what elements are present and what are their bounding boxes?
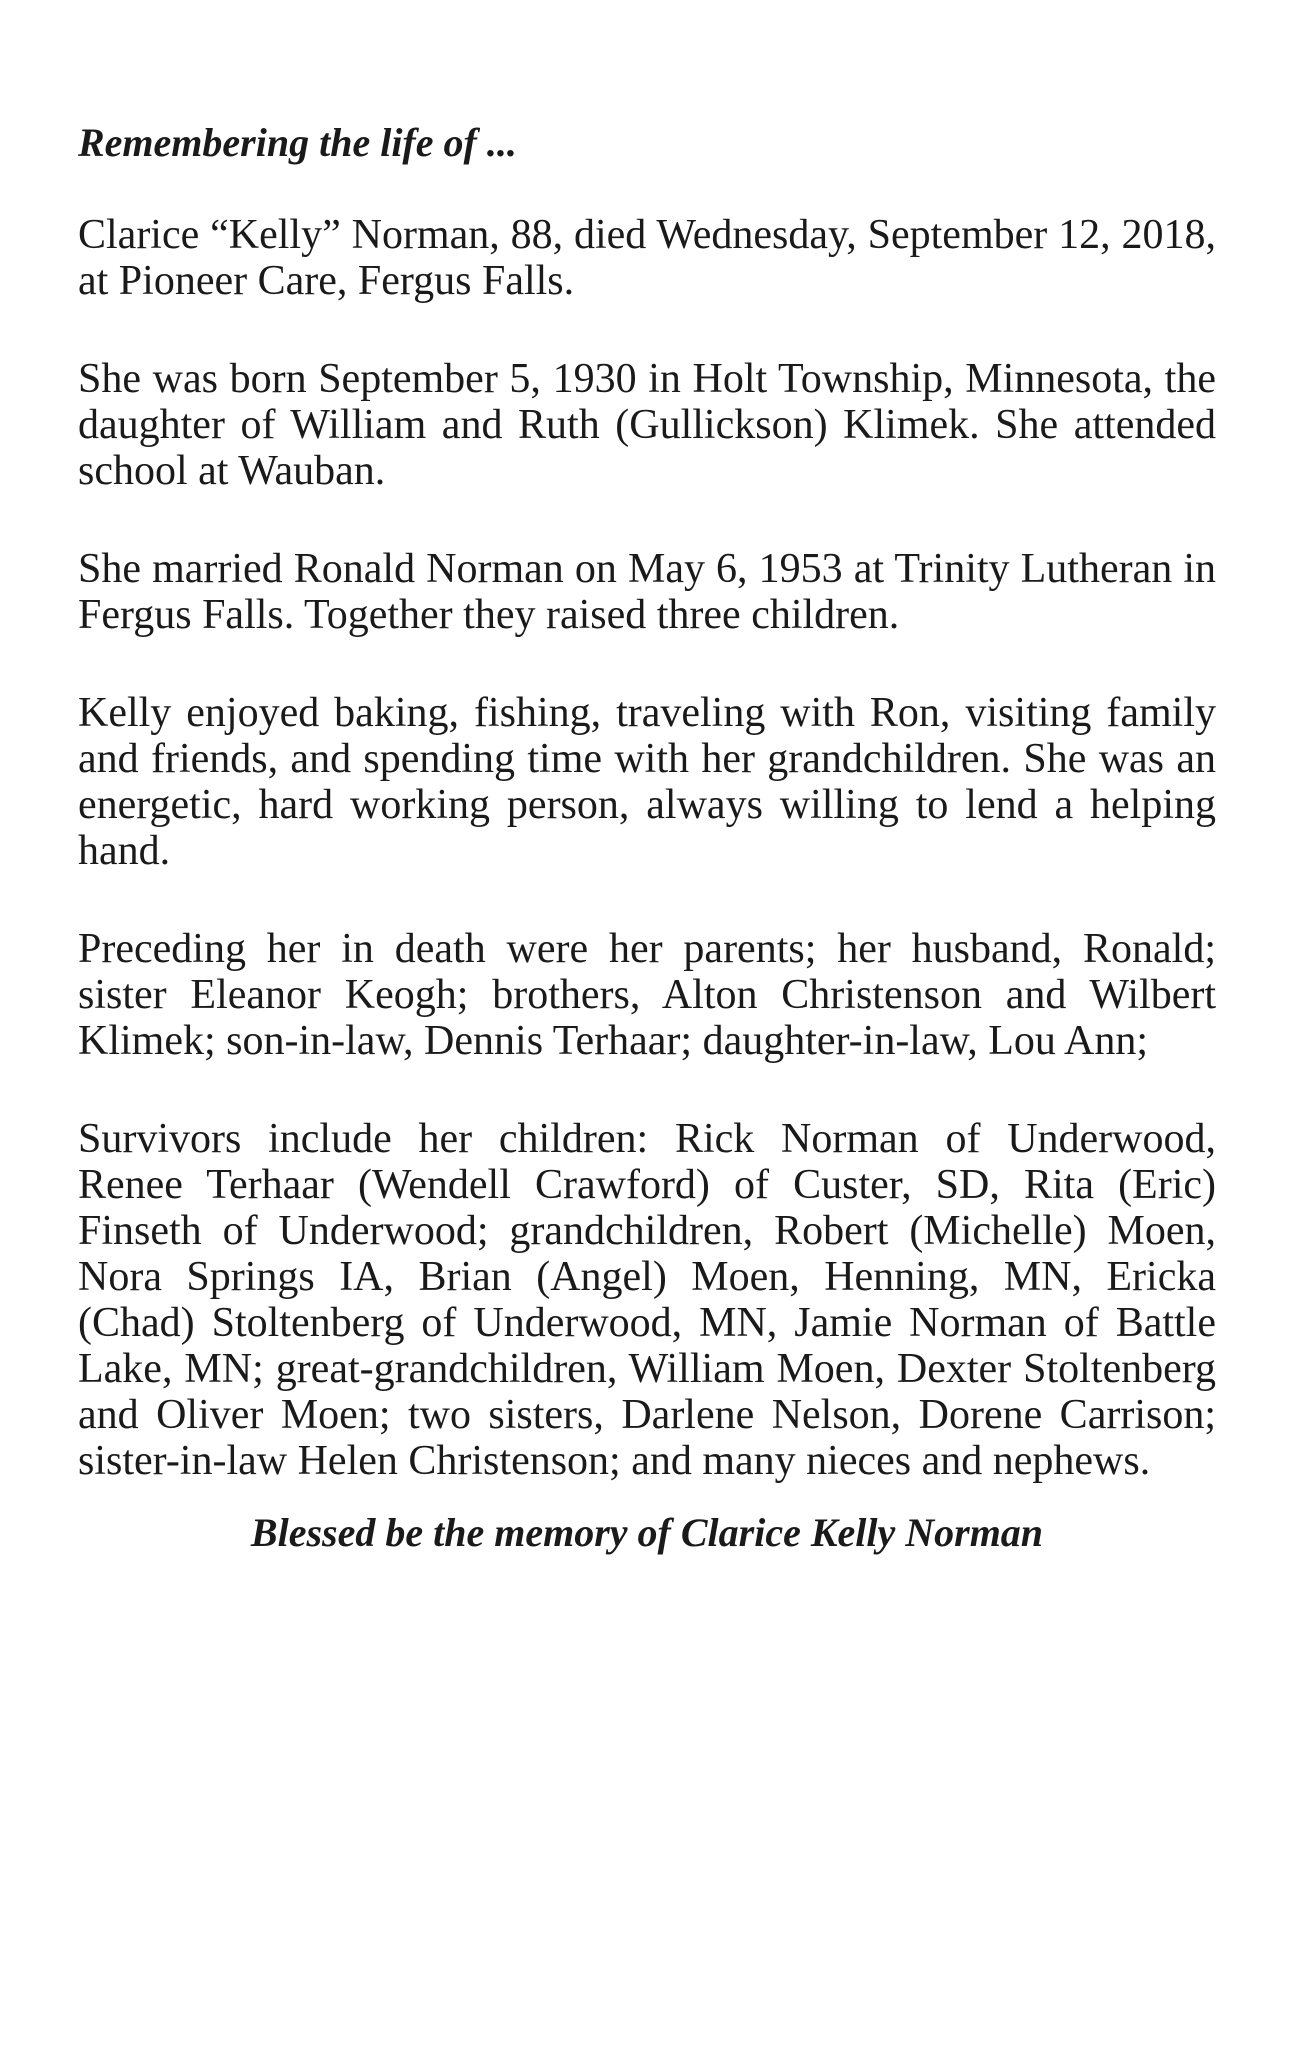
paragraph-preceded-in-death: Preceding her in death were her parents; her husband, Ronald; sister Eleanor Keogh; brothers, Alton Christenson and Wilbert Klimek; son-in-law, Dennis Terhaar; daughter-in-law, Lou Ann; (78, 926, 1216, 1064)
document-heading: Remembering the life of ... (78, 120, 517, 165)
paragraph-survivors: Survivors include her children: Rick Norman of Underwood, Renee Terhaar (Wendell Crawford) of Custer, SD, Rita (Eric) Finseth of Underwood; grandchildren, Robert (Michelle) Moen, Nora Springs IA, Brian (Angel) Moen, Henning, MN, Ericka (Chad) Stoltenberg of Underwood, MN, Jamie Norman of Battle Lake, MN; great-grandchildren, William Moen, Dexter Stoltenberg and Oliver Moen; two sisters, Darlene Nelson, Dorene Carrison; sister-in-law Helen Christenson; and many nieces and nephews. (78, 1116, 1216, 1484)
paragraph-marriage: She married Ronald Norman on May 6, 1953 at Trinity Lutheran in Fergus Falls. Together they raised three children. (78, 546, 1216, 638)
paragraph-death-notice: Clarice “Kelly” Norman, 88, died Wednesday, September 12, 2018, at Pioneer Care, Fergus Falls. (78, 212, 1216, 304)
closing-line: Blessed be the memory of Clarice Kelly Norman (250, 1510, 1044, 1555)
paragraph-hobbies: Kelly enjoyed baking, fishing, traveling with Ron, visiting family and friends, and spending time with her grandchildren. She was an energetic, hard working person, always willing to lend a helping hand. (78, 690, 1216, 874)
obituary-document (78, 120, 1216, 1556)
paragraph-birth: She was born September 5, 1930 in Holt Township, Minnesota, the daughter of William and Ruth (Gullickson) Klimek. She attended school at Wauban. (78, 356, 1216, 494)
